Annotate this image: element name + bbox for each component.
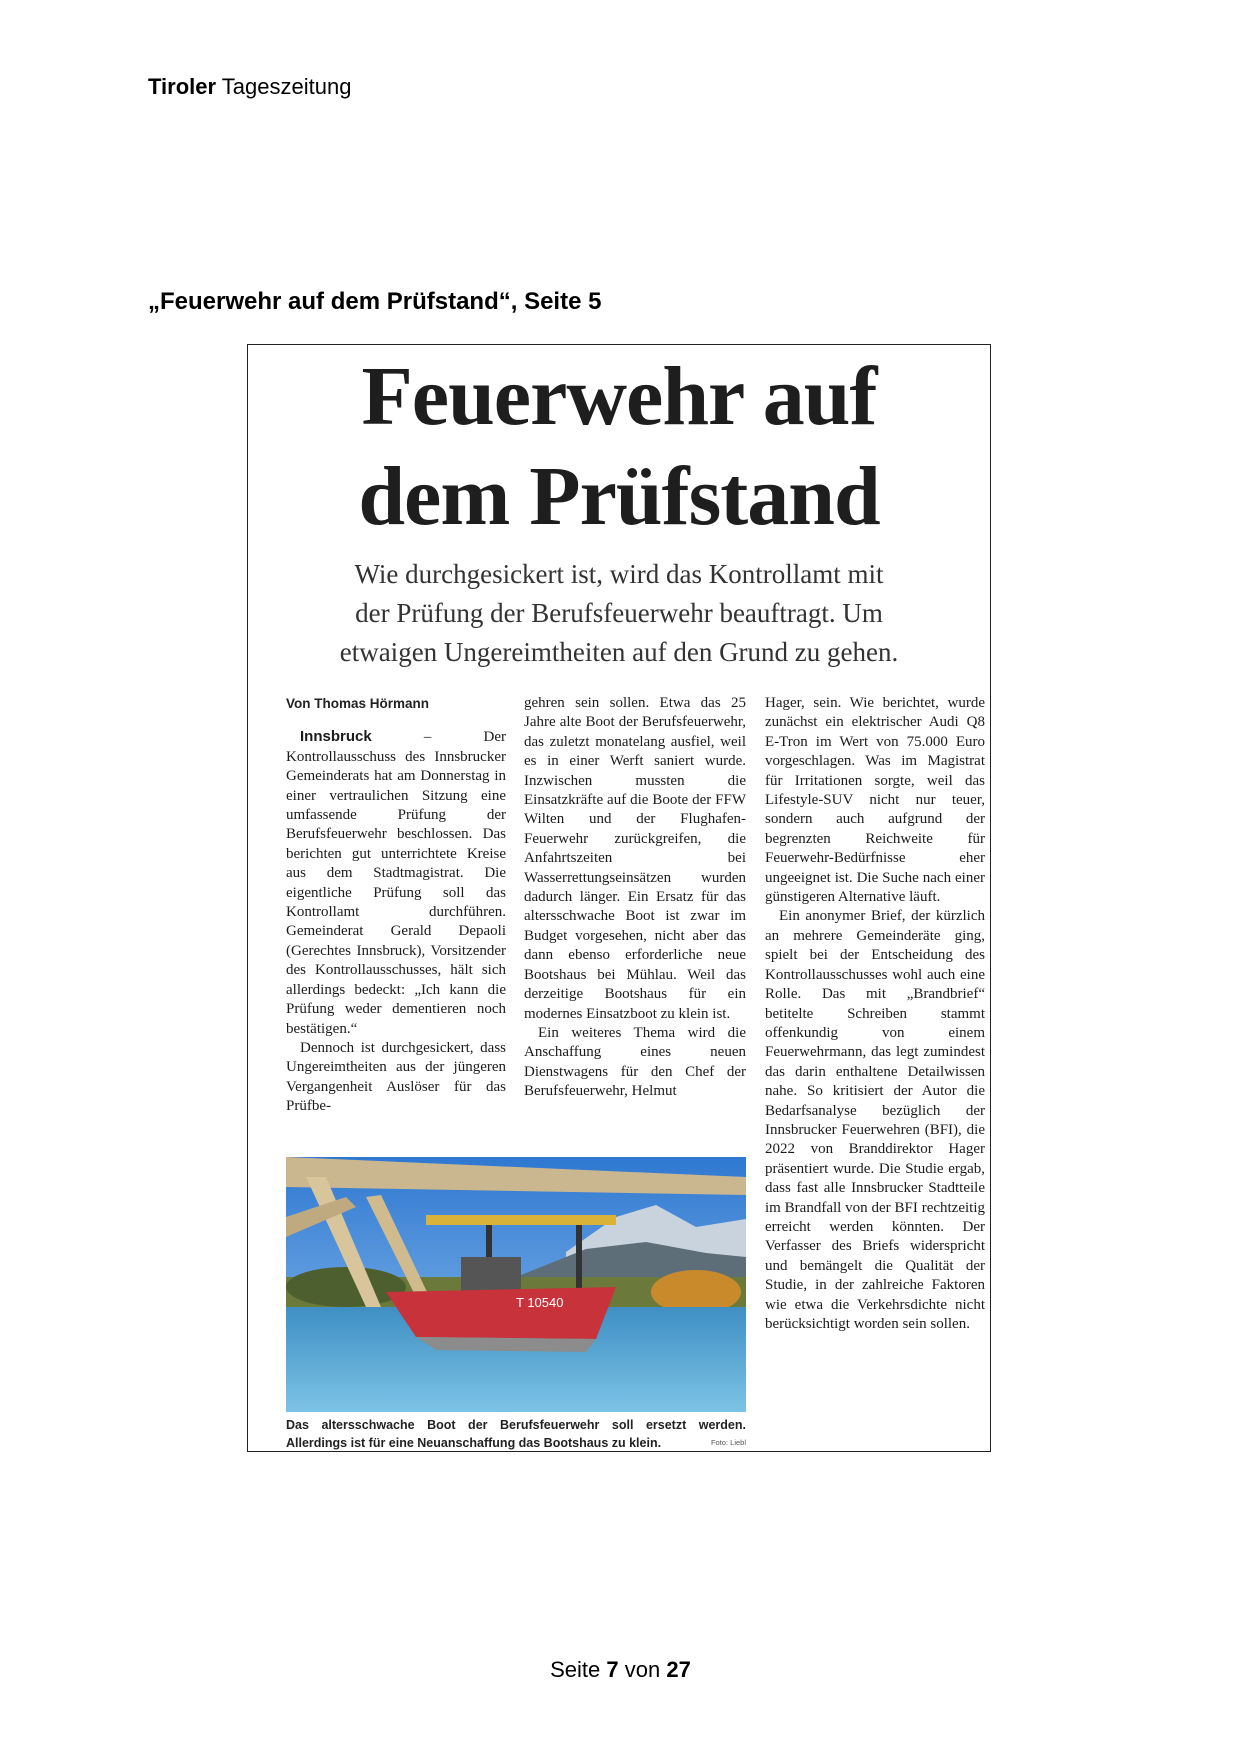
article-photo bbox=[286, 1157, 746, 1412]
photo-caption bbox=[286, 1416, 746, 1452]
dateline: Innsbruck bbox=[300, 728, 372, 746]
page-number bbox=[0, 1657, 1241, 1683]
paragraph-1-text: – Der Kontrollausschuss des Innsbrucker Gemeinderats hat am Donnerstag in einer vertraulichen Sitzung eine umfassende Prüfung der Berufsfeuerwehr beschlossen. Das berichten gut unterrichtete Kreise aus dem Stadtmagistrat. Die eigentliche Prüfung soll das Kontrollamt durchführen. Gemeinderat Gerald Depaoli (Gerechtes Innsbruck), Vorsitzender des Kontrollausschusses, hält sich allerdings bedeckt: „Ich kann die Prüfung weder dementieren noch bestätigen.“ bbox=[286, 729, 506, 1037]
boat-photo-illustration bbox=[286, 1157, 746, 1412]
fireboat-hull bbox=[386, 1287, 616, 1339]
article-headline bbox=[248, 347, 990, 547]
page-current: 7 bbox=[606, 1657, 619, 1682]
paragraph-2-start: Dennoch ist durchgesickert, dass Ungereimtheiten aus der jüngeren Vergangenheit Auslöser für das Prüfbe- bbox=[286, 1039, 506, 1115]
page-middle: von bbox=[624, 1657, 661, 1682]
lede-line-1: Wie durchgesickert ist, wird das Kontrollamt mit bbox=[354, 559, 884, 589]
caption-line-1: Das altersschwache Boot der Berufsfeuerwehr soll ersetzt werden. bbox=[286, 1418, 746, 1432]
article-column-2 bbox=[524, 694, 746, 1102]
publication-header bbox=[148, 74, 351, 100]
page-total: 27 bbox=[666, 1657, 691, 1682]
newspaper-clipping bbox=[247, 344, 991, 1452]
paragraph-2-continued: gehren sein sollen. Etwa das 25 Jahre alte Boot der Berufsfeuerwehr, das zuletzt monatelang ausfiel, weil es in einer Werft saniert wurde. Inzwischen mussten die Einsatzkräfte auf die Boote der FFW Wilten und der Flughafen-Feuerwehr zurückgreifen, die Anfahrtszeiten bei Wasserrettungseinsätzen wurden dadurch länger. Ein Ersatz für das altersschwache Boot ist zwar im Budget vorgesehen, nicht aber das dann ebenso erforderliche neue Bootshaus bei Mühlau. Weil das derzeitige Bootshaus für ein modernes Einsatzboot zu klein ist. bbox=[524, 695, 746, 1022]
lift-rig bbox=[426, 1215, 616, 1225]
lede-line-2: der Prüfung der Berufsfeuerwehr beauftragt. Um bbox=[355, 598, 883, 628]
article-column-3 bbox=[765, 694, 985, 1334]
photo-credit: Foto: Liebl bbox=[710, 1438, 746, 1447]
paragraph-3-continued: Hager, sein. Wie berichtet, wurde zunächst ein elektrischer Audi Q8 E-Tron im Wert von 75.000 Euro vorgeschlagen. Was im Magistrat für Irritationen sorgte, weil das Lifestyle-SUV nicht nur teuer, sondern auch aufgrund der begrenzten Reichweite für Feuerwehr-Bedürfnisse eher ungeeignet ist. Die Suche nach einer günstigeren Alternative läuft. bbox=[765, 695, 985, 906]
section-title: „Feuerwehr auf dem Prüfstand“, Seite 5 bbox=[148, 288, 602, 315]
headline-line-1: Feuerwehr auf bbox=[361, 350, 877, 443]
publication-name-rest: Tageszeitung bbox=[221, 74, 352, 99]
lede-line-3: etwaigen Ungereimtheiten auf den Grund zu gehen. bbox=[339, 637, 899, 667]
publication-name-bold: Tiroler bbox=[148, 74, 217, 99]
article-lede bbox=[278, 555, 960, 672]
caption-line-2: Allerdings ist für eine Neuanschaffung das Bootshaus zu klein. bbox=[286, 1436, 662, 1450]
headline-line-2: dem Prüfstand bbox=[358, 450, 880, 543]
page-prefix: Seite bbox=[550, 1657, 601, 1682]
paragraph-3-start: Ein weiteres Thema wird die Anschaffung eines neuen Dienstwagens für den Chef der Berufsfeuerwehr, Helmut bbox=[524, 1024, 746, 1100]
article-column-1 bbox=[286, 694, 506, 1117]
byline: Von Thomas Hörmann bbox=[286, 696, 430, 711]
paragraph-4: Ein anonymer Brief, der kürzlich an mehrere Gemeinderäte ging, spielt bei der Entscheidung des Kontrollausschusses wohl auch eine Rolle. Das mit „Brandbrief“ betitelte Schreiben stammt offenkundig von einem Feuerwehrmann, das legt zumindest das darin enthaltene Detailwissen nahe. So kritisiert der Autor die Bedarfsanalyse bezüglich der Innsbrucker Feuerwehren (BFI), die 2022 von Branddirektor Hager präsentiert wurde. Die Studie ergab, dass fast alle Innsbrucker Stadtteile im Brandfall von der BFI rechtzeitig erreicht werden könnten. Der Verfasser des Briefs widerspricht und bemängelt die Qualität der Studie, in der zahlreiche Faktoren wie etwa die Verkehrsdichte nicht berücksichtigt worden sein sollen. bbox=[765, 908, 985, 1332]
boat-registration: T 10540 bbox=[516, 1295, 564, 1310]
paragraph-1 bbox=[286, 727, 506, 1039]
